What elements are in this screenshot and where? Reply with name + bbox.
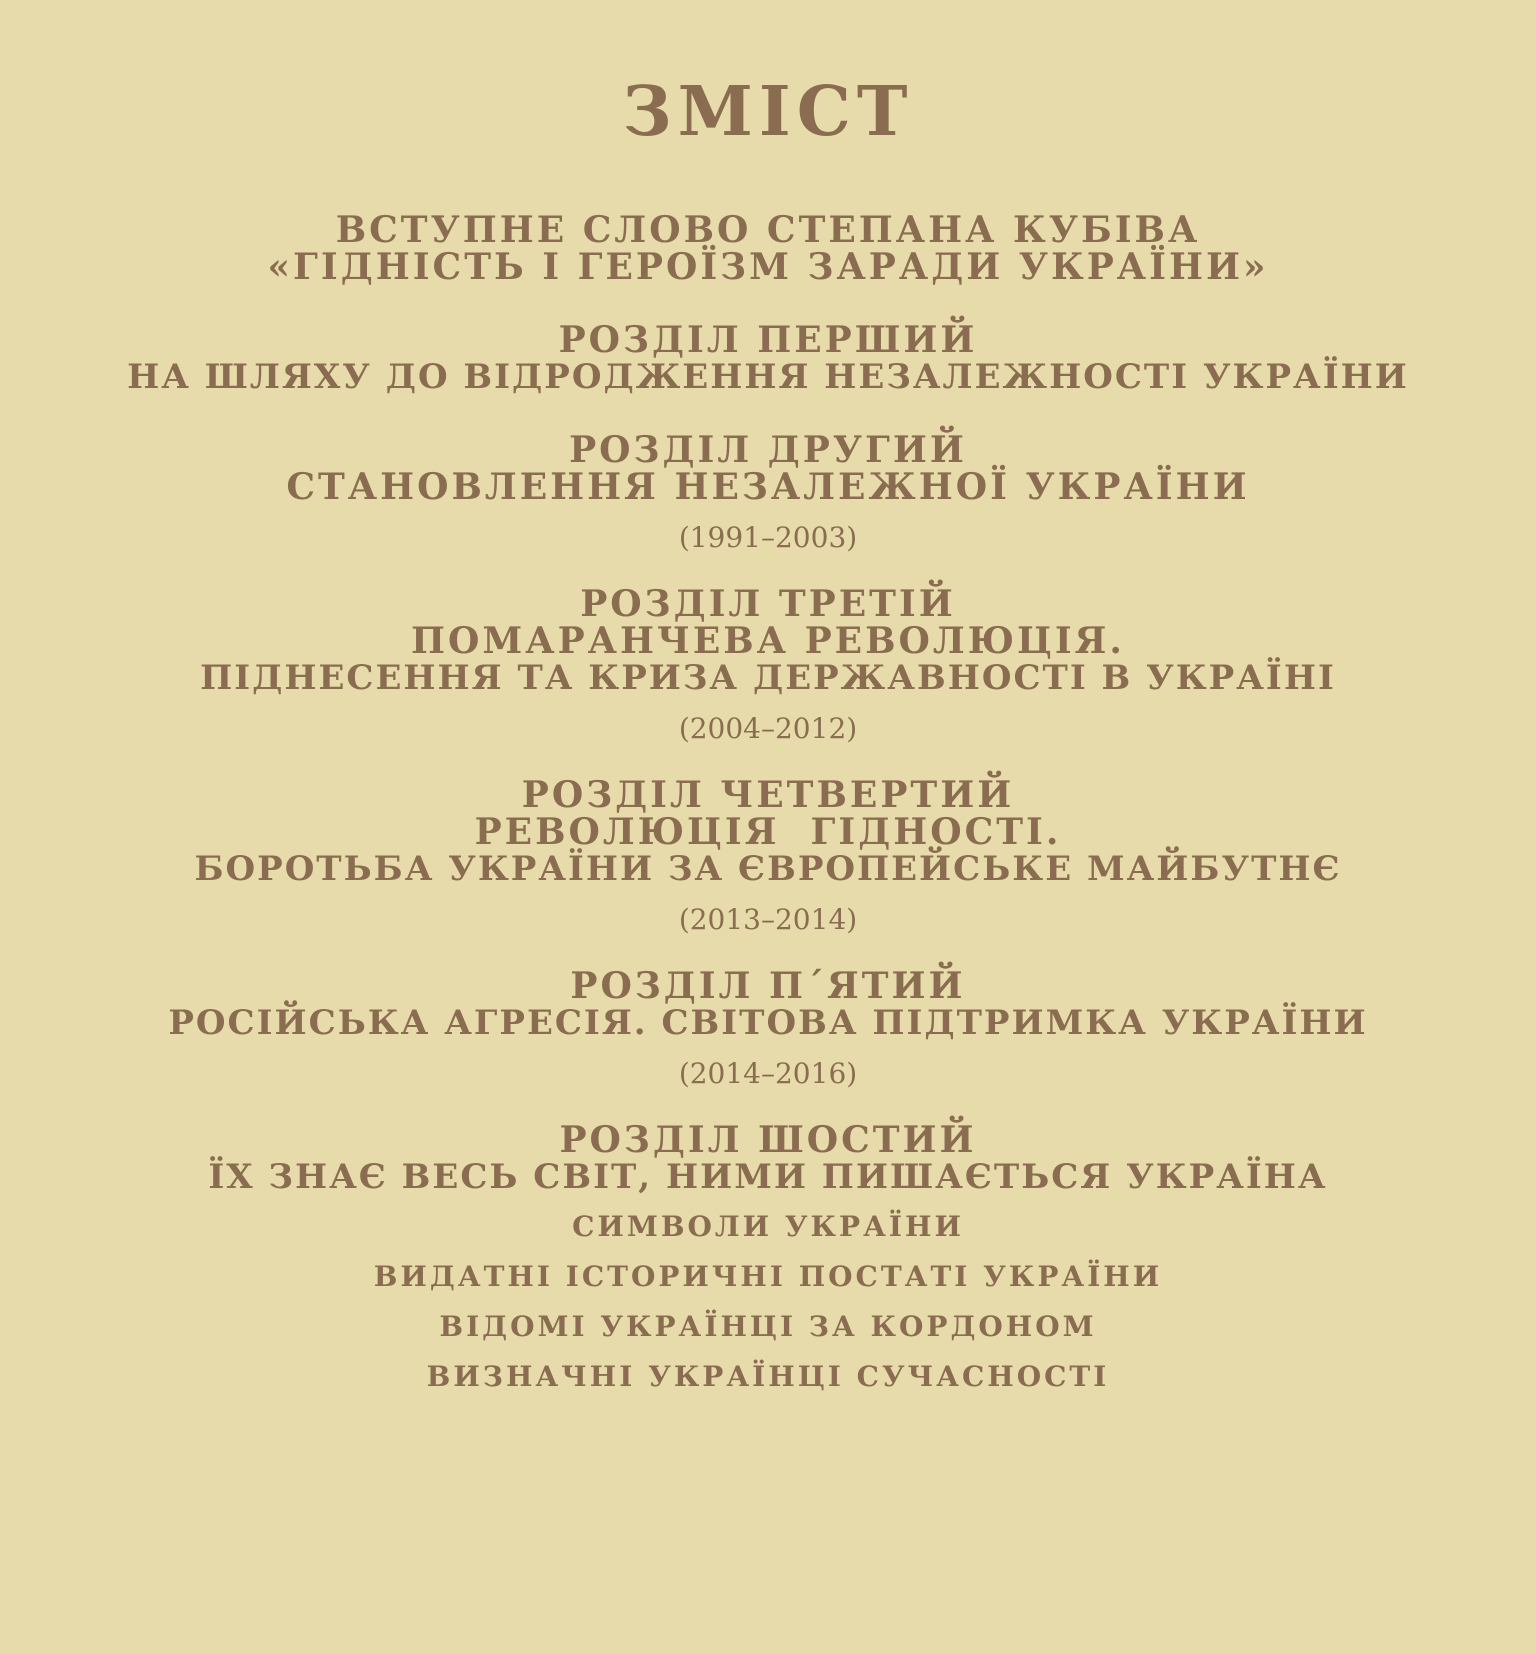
chapter-dates: (2004–2012) xyxy=(678,712,858,745)
intro-line-2: «ГІДНІСТЬ І ГЕРОЇЗМ ЗАРАДИ УКРАЇНИ» xyxy=(267,246,1269,288)
toc-entry-chapter-5[interactable] xyxy=(0,965,1536,1092)
intro-line-1: ВСТУПНЕ СЛОВО СТЕПАНА КУБІВА xyxy=(335,209,1201,251)
toc-entry-intro[interactable] xyxy=(0,209,1536,288)
chapter-title-line: БОРОТЬБА УКРАЇНИ ЗА ЄВРОПЕЙСЬКЕ МАЙБУТНЄ xyxy=(194,849,1342,889)
chapter-title-line: НА ШЛЯХУ ДО ВІДРОДЖЕННЯ НЕЗАЛЕЖНОСТІ УКРАЇНИ xyxy=(127,357,1409,397)
chapter-title-line: РЕВОЛЮЦІЯ ГІДНОСТІ. xyxy=(474,811,1062,853)
toc-entry-chapter-6[interactable] xyxy=(0,1119,1536,1197)
toc-entry-chapter-4[interactable] xyxy=(0,774,1536,938)
subsection-modern-ukrainians[interactable]: ВИЗНАЧНІ УКРАЇНЦІ СУЧАСНОСТІ xyxy=(426,1360,1110,1393)
chapter-title-line: ПІДНЕСЕННЯ ТА КРИЗА ДЕРЖАВНОСТІ В УКРАЇНІ xyxy=(200,658,1336,698)
chapter-heading: РОЗДІЛ ТРЕТІЙ xyxy=(580,583,956,625)
chapter-title-line: ПОМАРАНЧЕВА РЕВОЛЮЦІЯ. xyxy=(411,620,1125,662)
chapter-dates: (1991–2003) xyxy=(678,521,858,554)
chapter-heading: РОЗДІЛ ДРУГИЙ xyxy=(569,429,967,471)
chapter-title-line: СТАНОВЛЕННЯ НЕЗАЛЕЖНОЇ УКРАЇНИ xyxy=(286,466,1250,508)
table-of-contents xyxy=(0,209,1536,1402)
subsection-symbols[interactable]: СИМВОЛИ УКРАЇНИ xyxy=(572,1210,964,1243)
chapter-heading: РОЗДІЛ ЧЕТВЕРТИЙ xyxy=(521,774,1015,816)
page-title: ЗМІСТ xyxy=(622,72,914,152)
chapter-title-line: РОСІЙСЬКА АГРЕСІЯ. СВІТОВА ПІДТРИМКА УКРАЇНИ xyxy=(168,1003,1368,1043)
toc-entry-chapter-3[interactable] xyxy=(0,583,1536,747)
chapter-heading: РОЗДІЛ ПЕРШИЙ xyxy=(558,319,978,361)
toc-entry-chapter-2[interactable] xyxy=(0,429,1536,556)
subsection-historical-figures[interactable]: ВИДАТНІ ІСТОРИЧНІ ПОСТАТІ УКРАЇНИ xyxy=(373,1260,1163,1293)
chapter-dates: (2014–2016) xyxy=(678,1057,858,1090)
chapter-heading: РОЗДІЛ ШОСТИЙ xyxy=(559,1119,977,1161)
toc-entry-chapter-1[interactable] xyxy=(0,319,1536,397)
chapter-dates: (2013–2014) xyxy=(678,903,858,936)
chapter-heading: РОЗДІЛ П´ЯТИЙ xyxy=(570,965,966,1007)
chapter-title-line: ЇХ ЗНАЄ ВЕСЬ СВІТ, НИМИ ПИШАЄТЬСЯ УКРАЇНА xyxy=(208,1157,1328,1197)
subsection-ukrainians-abroad[interactable]: ВІДОМІ УКРАЇНЦІ ЗА КОРДОНОМ xyxy=(439,1310,1097,1343)
